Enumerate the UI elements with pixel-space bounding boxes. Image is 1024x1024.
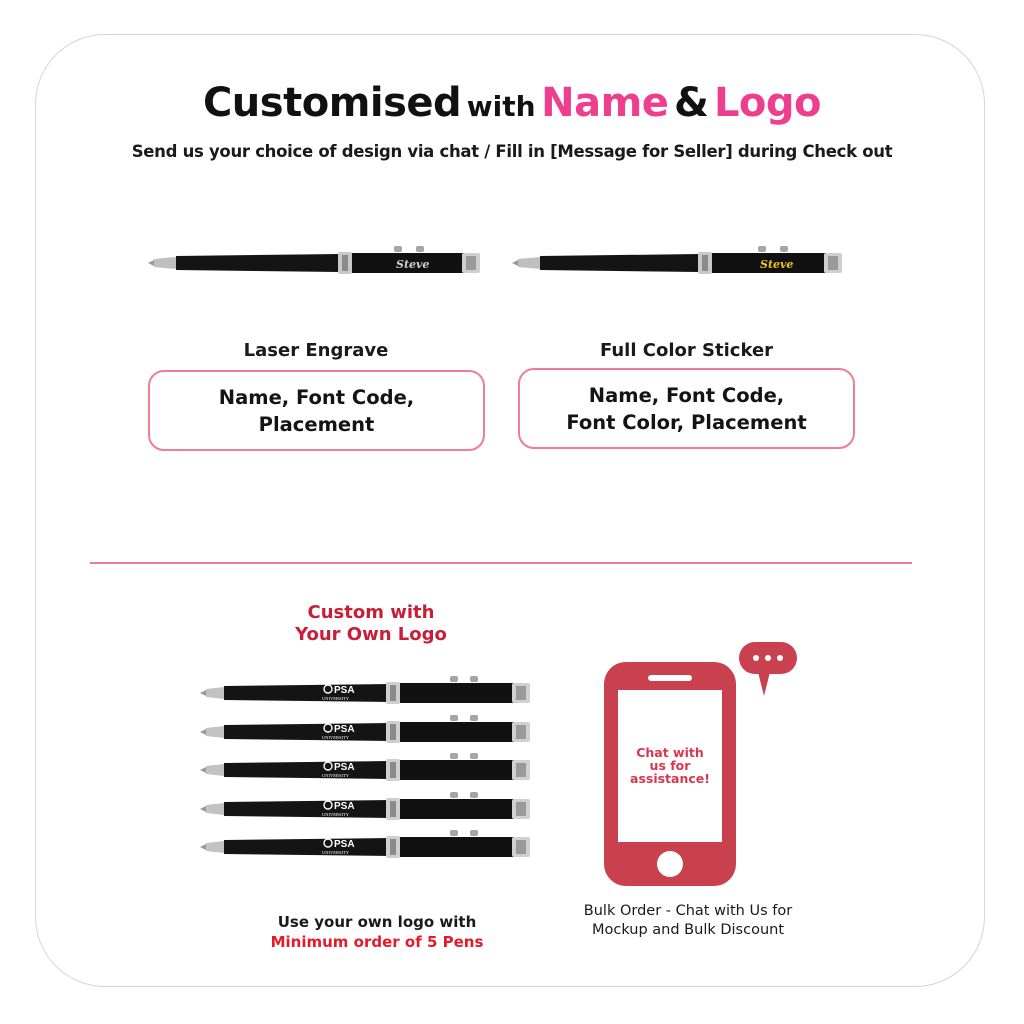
pen-name-sticker: Steve <box>760 258 794 271</box>
custom-logo-caption-line1: Use your own logo with <box>277 913 477 931</box>
logo-text: PSA <box>334 723 355 735</box>
title-name: Name <box>541 80 669 126</box>
full-color-sticker-req-line2: Font Color, Placement <box>566 410 807 434</box>
logo-pen <box>200 790 532 824</box>
title-logo: Logo <box>713 80 822 126</box>
logo-subtext: UNIVERSITY <box>322 850 349 855</box>
title-customised: Customised <box>202 80 462 126</box>
minimum-order-text: Minimum order of 5 Pens <box>270 933 484 951</box>
chat-assistance-text <box>618 746 722 785</box>
logo-text: PSA <box>334 839 355 850</box>
bulk-order-caption <box>548 902 828 940</box>
full-color-sticker-requirements-box <box>518 368 855 449</box>
bulk-order-line1: Bulk Order - Chat with Us for <box>583 903 793 919</box>
section-divider <box>90 562 912 564</box>
page-title <box>0 80 1024 126</box>
title-with: with <box>466 90 536 123</box>
title-ampersand: & <box>673 80 709 126</box>
laser-engrave-requirements-box <box>148 370 485 451</box>
laser-engrave-label: Laser Engrave <box>243 340 389 361</box>
logo-text: PSA <box>334 800 355 812</box>
full-color-sticker-req-line1: Name, Font Code, <box>588 383 785 407</box>
logo-subtext: UNIVERSITY <box>322 734 349 740</box>
logo-subtext: UNIVERSITY <box>322 696 349 701</box>
logo-subtext: UNIVERSITY <box>322 811 349 817</box>
logo-pen <box>200 828 532 862</box>
bulk-order-line2: Mockup and Bulk Discount <box>591 922 785 938</box>
page-subtitle: Send us your choice of design via chat / Fill in [Message for Seller] during Check out <box>131 142 893 161</box>
full-color-sticker-label: Full Color Sticker <box>599 340 774 361</box>
full-color-sticker-pen-image <box>512 243 848 283</box>
logo-pen <box>200 674 532 708</box>
logo-text: PSA <box>334 762 355 773</box>
custom-logo-heading <box>251 602 491 646</box>
custom-logo-pens-image <box>200 674 532 864</box>
laser-engrave-req-line2: Placement <box>258 412 375 436</box>
logo-subtext: UNIVERSITY <box>322 773 349 778</box>
chat-line3: assistance! <box>630 771 710 786</box>
chat-line1: Chat with <box>636 745 704 760</box>
laser-engrave-req-line1: Name, Font Code, <box>218 385 415 409</box>
speech-bubble-icon <box>739 642 797 696</box>
custom-logo-caption <box>232 912 522 952</box>
logo-text: PSA <box>334 685 355 696</box>
logo-pen <box>200 713 532 747</box>
laser-engrave-pen-image <box>148 243 484 283</box>
logo-pen <box>200 751 532 785</box>
custom-logo-heading-line1: Custom with <box>307 602 435 623</box>
chat-line2: us for <box>649 758 691 773</box>
pen-name-engraved: Steve <box>396 258 430 271</box>
custom-logo-heading-line2: Your Own Logo <box>295 624 447 645</box>
